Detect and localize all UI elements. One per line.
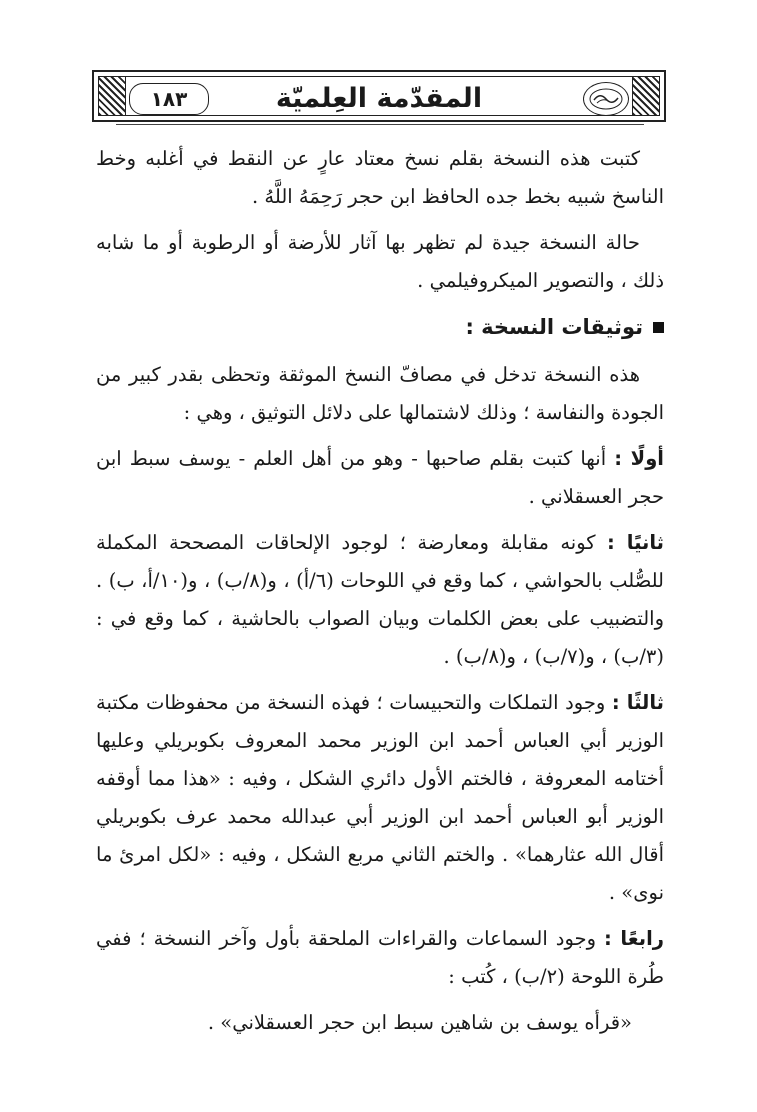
page-title: المقدّمة العِلميّة — [275, 83, 483, 114]
section-heading — [96, 308, 664, 346]
publisher-logo-icon — [583, 82, 629, 116]
header-divider — [116, 124, 644, 125]
ornament-border-left — [99, 77, 126, 115]
square-bullet-icon — [653, 322, 664, 333]
quotation: «قرأه يوسف بن شاهين سبط ابن حجر العسقلاني» . — [207, 1011, 632, 1034]
paragraph-second-lead: ثانيًا : — [606, 531, 664, 554]
paragraph-first-lead: أولًا : — [614, 447, 664, 470]
page-body — [96, 140, 664, 1050]
ornament-border-right — [632, 77, 659, 115]
paragraph-first — [96, 440, 664, 516]
paragraph-first-text: أنها كتبت بقلم صاحبها - وهو من أهل العلم - يوسف سبط ابن حجر العسقلاني . — [96, 447, 664, 508]
section-heading-text: توثيقات النسخة : — [465, 315, 643, 339]
paragraph-second-text: كونه مقابلة ومعارضة ؛ لوجود الإلحاقات المصححة المكملة للصُّلب بالحواشي ، كما وقع في اللوحات (٦/أ) ، و(٨/ب) ، و(١٠/أ، ب) . والتضبيب على بعض الكلمات وبيان الصواب بالحاشية ، كما وقع في : (٣/ب) ، و(٧/ب) ، و(٨/ب) . — [96, 531, 664, 668]
page-number: ١٨٣ — [129, 83, 209, 115]
paragraph-third-text: وجود التملكات والتحبيسات ؛ فهذه النسخة من محفوظات مكتبة الوزير أبي العباس أحمد ابن الوزير محمد المعروف بكوبريلي وعليها أختامه المعروفة ، فالختم الأول دائري الشكل ، وفيه : «هذا مما أوقفه الوزير أبو العباس أحمد ابن الوزير أبي عبدالله محمد عرف بكوبريلي أقال الله عثارهما» . والختم الثاني مربع الشكل ، وفيه : «لكل امرئ ما نوى» . — [96, 691, 664, 904]
paragraph-fourth-text: وجود السماعات والقراءات الملحقة بأول وآخر النسخة ؛ ففي طُرة اللوحة (٢/ب) ، كُتب : — [96, 927, 664, 988]
page-header — [92, 70, 666, 122]
paragraph-third — [96, 684, 664, 912]
paragraph-condition: حالة النسخة جيدة لم تظهر بها آثار للأرضة أو الرطوبة أو ما شابه ذلك ، والتصوير الميكروفيلمي . — [96, 231, 664, 292]
paragraph-third-lead: ثالثًا : — [611, 691, 665, 714]
paragraph-intro: هذه النسخة تدخل في مصافّ النسخ الموثقة وتحظى بقدر كبير من الجودة والنفاسة ؛ وذلك لاشتمالها على دلائل التوثيق ، وهي : — [96, 363, 664, 424]
paragraph-fourth — [96, 920, 664, 996]
paragraph-script-description: كتبت هذه النسخة بقلم نسخ معتاد عارٍ عن النقط في أغلبه وخط الناسخ شبيه بخط جده الحافظ ابن حجر رَحِمَهُ اللَّهُ . — [96, 147, 664, 208]
paragraph-fourth-lead: رابعًا : — [604, 927, 664, 950]
paragraph-second — [96, 524, 664, 676]
header-frame — [98, 76, 660, 116]
